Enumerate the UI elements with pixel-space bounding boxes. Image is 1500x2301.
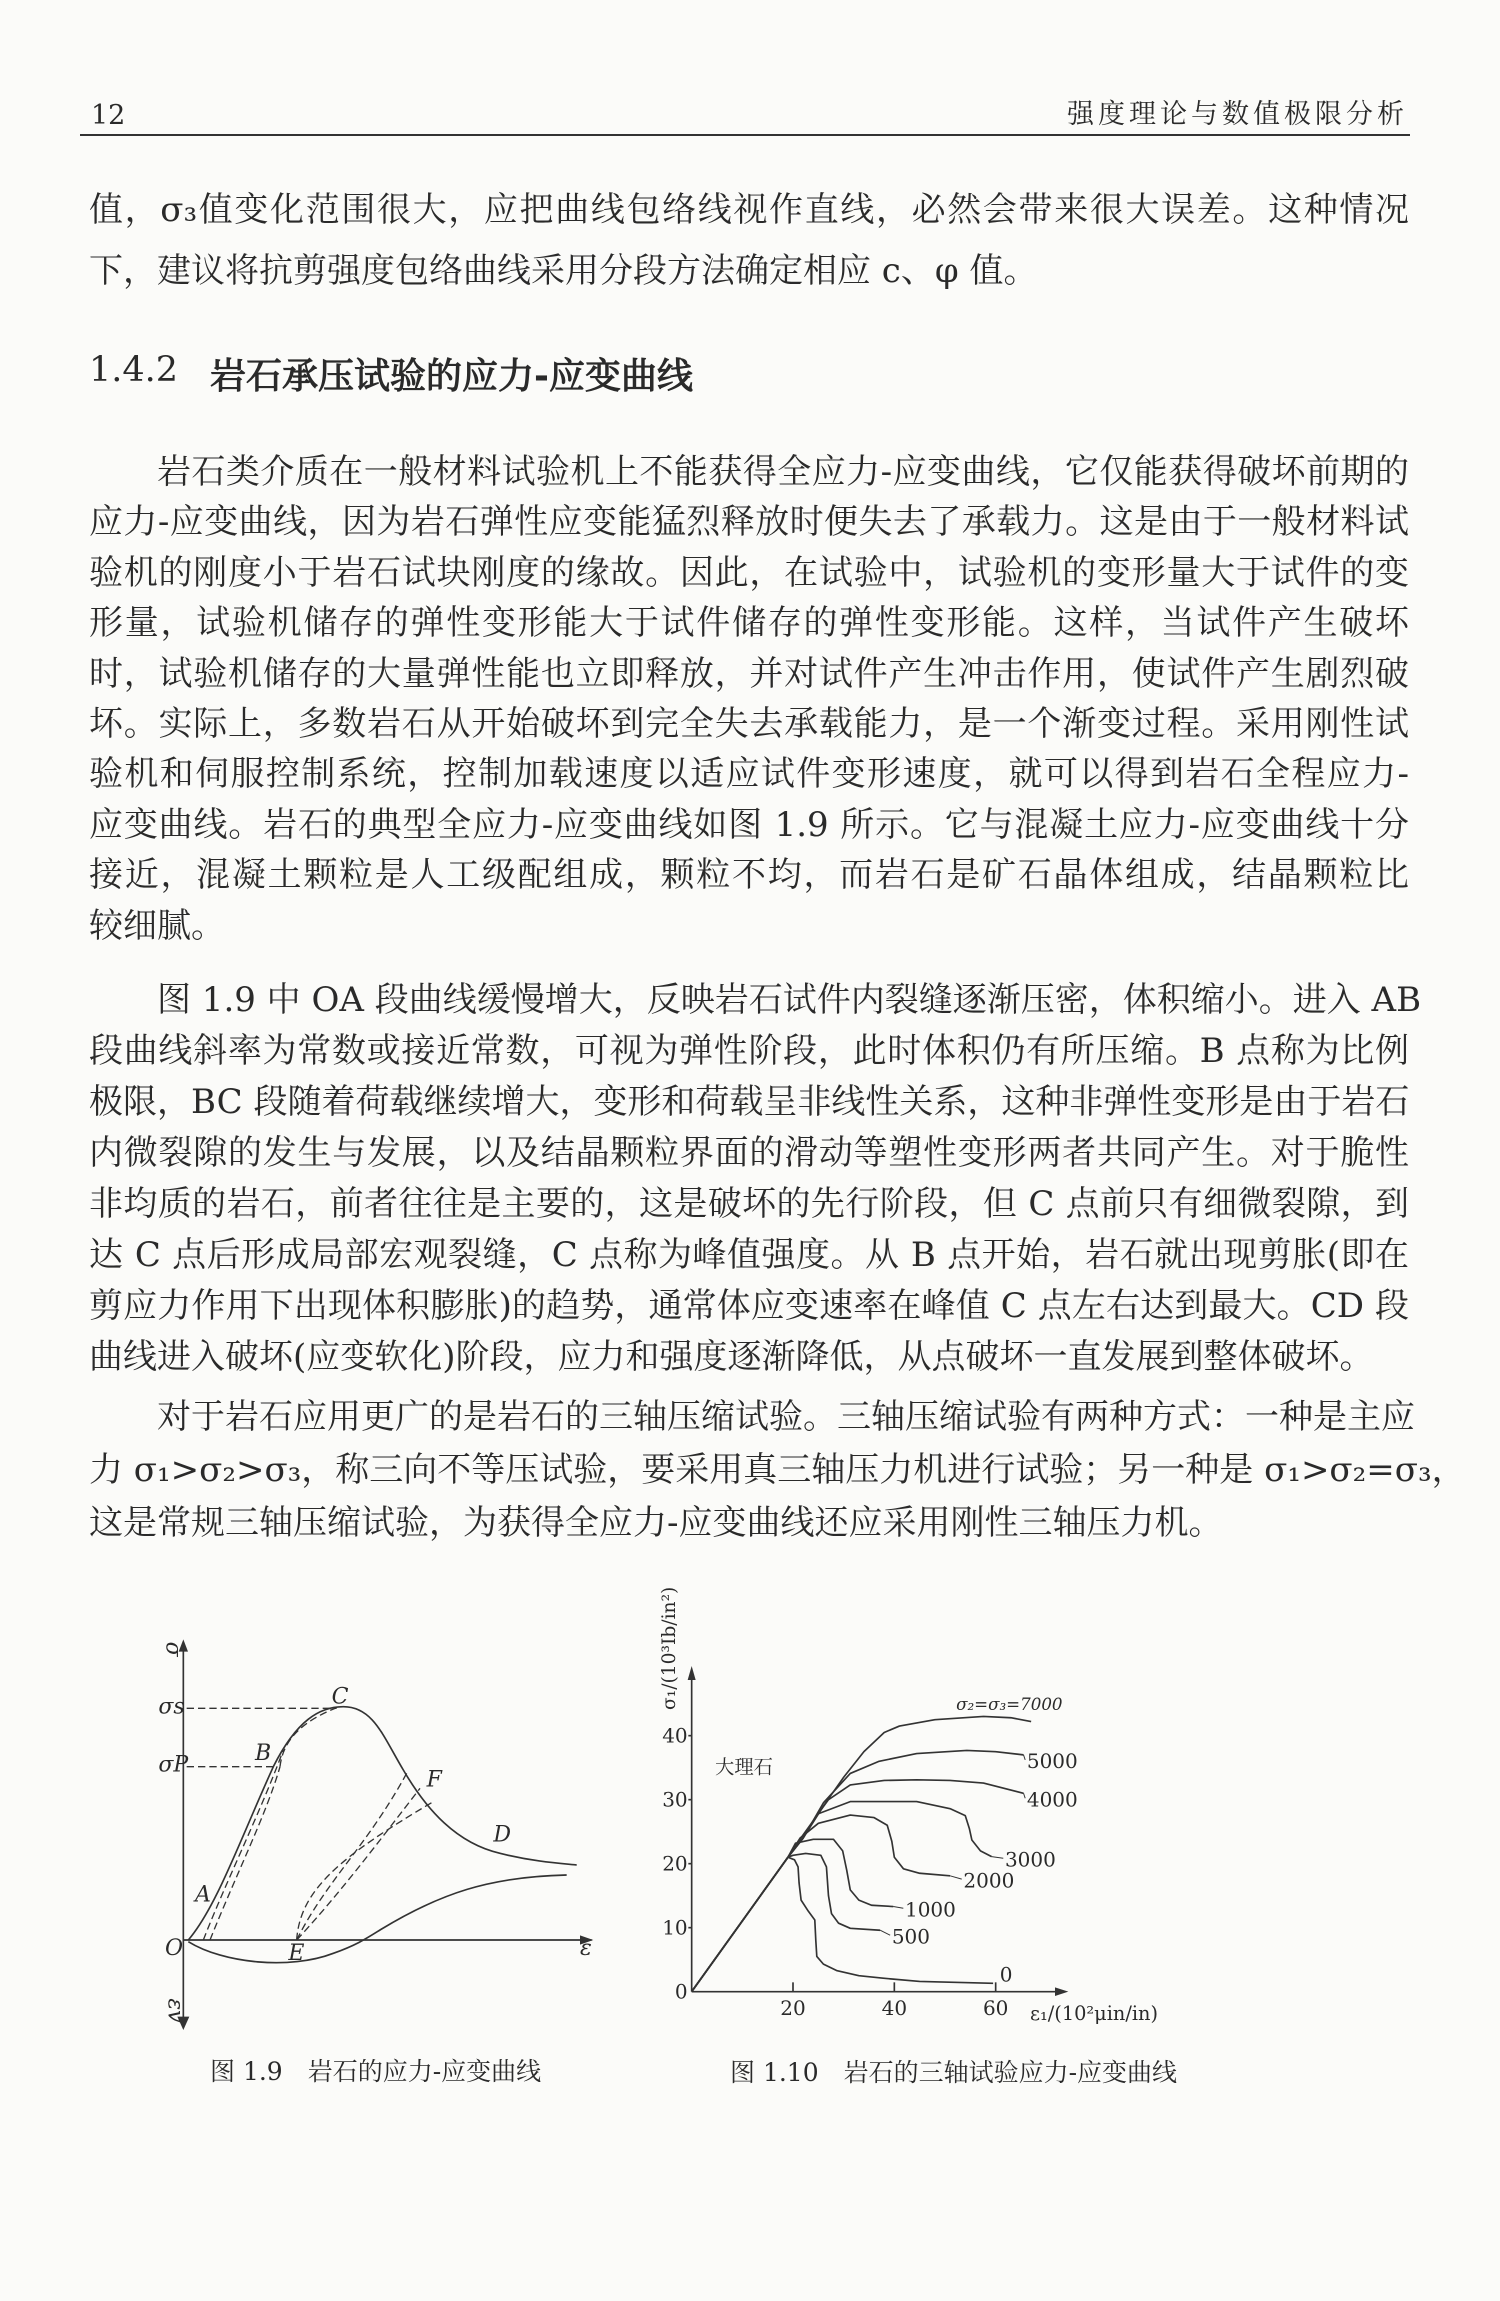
- series-label: σ₂=σ₃=7000: [956, 1694, 1063, 1714]
- point-b-label: B: [255, 1741, 272, 1766]
- figure-1-9-caption: 图 1.9 岩石的应力-应变曲线: [210, 2057, 542, 2086]
- volumetric-strain-curve: [188, 1875, 566, 1963]
- text-line: 应力-应变曲线，因为岩石弹性应变能猛烈释放时便失去了承载力。这是由于一般材料试: [89, 502, 1409, 543]
- series-label: 0: [999, 1962, 1013, 1987]
- unload-curve-f1: [297, 1773, 407, 1940]
- sigma-s-label: σs: [158, 1694, 185, 1720]
- point-d-label: D: [493, 1822, 511, 1848]
- text-line: 接近，混凝土颗粒是人工级配组成，颗粒不均，而岩石是矿石晶体组成，结晶颗粒比: [89, 855, 1409, 896]
- paragraph-continuation: [89, 180, 1409, 302]
- text-line: 图 1.9 中 OA 段曲线缓慢增大，反映岩石试件内裂缝逐渐压密，体积缩小。进入 AB: [157, 980, 1422, 1020]
- y-axis-arrow: [688, 1666, 696, 1680]
- reload-curve-c: [280, 1708, 335, 1766]
- text-line: 曲线进入破坏(应变软化)阶段，应力和强度逐渐降低，从点破坏一直发展到整体破坏。: [89, 1337, 1374, 1377]
- text-line: 达 C 点后形成局部宏观裂缝，C 点称为峰值强度。从 B 点开始，岩石就出现剪胀(即在: [89, 1235, 1409, 1275]
- series-leader-line: [1024, 1793, 1026, 1798]
- y-tick-label: 10: [662, 1915, 688, 1940]
- series-label: 5000: [1026, 1749, 1078, 1774]
- x-axis-title: ε₁/(10²μin/in): [1030, 2002, 1159, 2025]
- header-rule: [80, 134, 1410, 136]
- epsilon-v-label: εv: [162, 1998, 188, 2023]
- series-label: 500: [891, 1924, 931, 1949]
- text-line: 坏。实际上，多数岩石从开始破坏到完全失去承载能力，是一个渐变过程。采用刚性试: [89, 704, 1409, 745]
- text-line: 岩石类介质在一般材料试验机上不能获得全应力-应变曲线，它仅能获得破坏前期的: [157, 452, 1409, 492]
- series-leader-line: [950, 1876, 962, 1879]
- sigma-axis-label: σ: [160, 1641, 186, 1657]
- figure-1-9-diagram: [140, 1580, 620, 2180]
- text-line: 下，建议将抗剪强度包络曲线采用分段方法确定相应 c、φ 值。: [89, 251, 1038, 291]
- section-title: 岩石承压试验的应力-应变曲线: [210, 356, 693, 397]
- point-a-label: A: [195, 1882, 211, 1908]
- text-line: 形量，试验机储存的弹性变形能大于试件储存的弹性变形能。这样，当试件产生破坏: [89, 603, 1409, 644]
- series-leader-line: [1024, 1755, 1026, 1760]
- series-line-1000: [692, 1839, 894, 1991]
- series-leader-line: [893, 1907, 903, 1909]
- paragraph-3: [89, 1391, 1466, 1550]
- y-tick-label: 40: [662, 1723, 688, 1748]
- x-tick-label: 20: [780, 1996, 806, 2020]
- text-line: 段曲线斜率为常数或接近常数，可视为弹性阶段，此时体积仍有所压缩。B 点称为比例: [89, 1031, 1409, 1071]
- section-number: 1.4.2: [89, 350, 179, 390]
- x-tick-label: 60: [982, 1996, 1009, 2020]
- y-axis-title: σ₁/(10³Ib/in²): [659, 1586, 680, 1710]
- unload-curve-b: [203, 1750, 283, 1940]
- y-tick-label: 20: [662, 1851, 688, 1876]
- point-f-label: F: [426, 1767, 442, 1793]
- origin-label: O: [165, 1936, 184, 1961]
- text-line: 较细腻。: [89, 905, 225, 946]
- running-title: 强度理论与数值极限分析: [1067, 99, 1408, 130]
- reload-curve-b: [210, 1767, 280, 1940]
- series-label: 2000: [963, 1868, 1015, 1893]
- page-number: 12: [91, 100, 126, 131]
- text-line: 非均质的岩石，前者往往是主要的，这是破坏的先行阶段，但 C 点前只有细微裂隙，到: [89, 1184, 1409, 1224]
- text-line: 验机和伺服控制系统，控制加载速度以适应试件变形速度，就可以得到岩石全程应力-: [89, 754, 1409, 795]
- series-label: 1000: [904, 1897, 956, 1922]
- paragraph-1: [89, 447, 1409, 951]
- series-leader-line: [992, 1857, 1004, 1859]
- x-tick-label: 40: [881, 1996, 908, 2020]
- x-axis-arrow: [1055, 1987, 1068, 1996]
- series-label: 3000: [1004, 1847, 1056, 1872]
- reload-curve-f: [297, 1802, 434, 1940]
- text-line: 这是常规三轴压缩试验，为获得全应力-应变曲线还应采用刚性三轴压力机。: [89, 1503, 1223, 1543]
- y-tick-label: 0: [674, 1979, 688, 2004]
- figure-1-10-caption: 图 1.10 岩石的三轴试验应力-应变曲线: [730, 2058, 1178, 2087]
- point-e-label: E: [288, 1941, 305, 1966]
- series-line-500: [692, 1853, 880, 1991]
- text-line: 时，试验机储存的大量弹性能也立即释放，并对试件产生冲击作用，使试件产生剧烈破: [89, 653, 1409, 694]
- series-line-3000: [692, 1802, 992, 1992]
- text-line: 剪应力作用下出现体积膨胀)的趋势，通常体应变速率在峰值 C 点左右达到最大。CD 段: [89, 1286, 1409, 1326]
- text-line: 对于岩石应用更广的是岩石的三轴压缩试验。三轴压缩试验有两种方式：一种是主应: [157, 1397, 1415, 1437]
- text-line: 值，σ₃值变化范围很大，应把曲线包络线视作直线，必然会带来很大误差。这种情况: [89, 190, 1409, 230]
- text-line: 应变曲线。岩石的典型全应力-应变曲线如图 1.9 所示。它与混凝土应力-应变曲线十分: [89, 804, 1409, 845]
- stress-strain-curve: [188, 1707, 576, 1940]
- y-tick-label: 30: [662, 1787, 688, 1812]
- text-line: 验机的刚度小于岩石试块刚度的缘故。因此，在试验中，试验机的变形量大于试件的变: [89, 552, 1409, 593]
- point-c-label: C: [331, 1684, 349, 1710]
- series-leader-line: [880, 1930, 890, 1935]
- epsilon-label: ε: [580, 1936, 592, 1961]
- text-line: 力 σ₁>σ₂>σ₃，称三向不等压试验，要采用真三轴压力机进行试验；另一种是 σ₁>σ₂=σ₃，: [89, 1450, 1466, 1490]
- sigma-p-label: σP: [158, 1752, 189, 1778]
- text-line: 极限，BC 段随着荷载继续增大，变形和荷载呈非线性关系，这种非弹性变形是由于岩石: [89, 1082, 1410, 1122]
- figure-1-10-chart: [650, 1580, 1430, 2180]
- text-line: 内微裂隙的发生与发展，以及结晶颗粒界面的滑动等塑性变形两者共同产生。对于脆性: [89, 1133, 1409, 1173]
- paragraph-2: [89, 975, 1422, 1383]
- annotation-marble: 大理石: [715, 1755, 773, 1779]
- series-label: 4000: [1026, 1787, 1078, 1812]
